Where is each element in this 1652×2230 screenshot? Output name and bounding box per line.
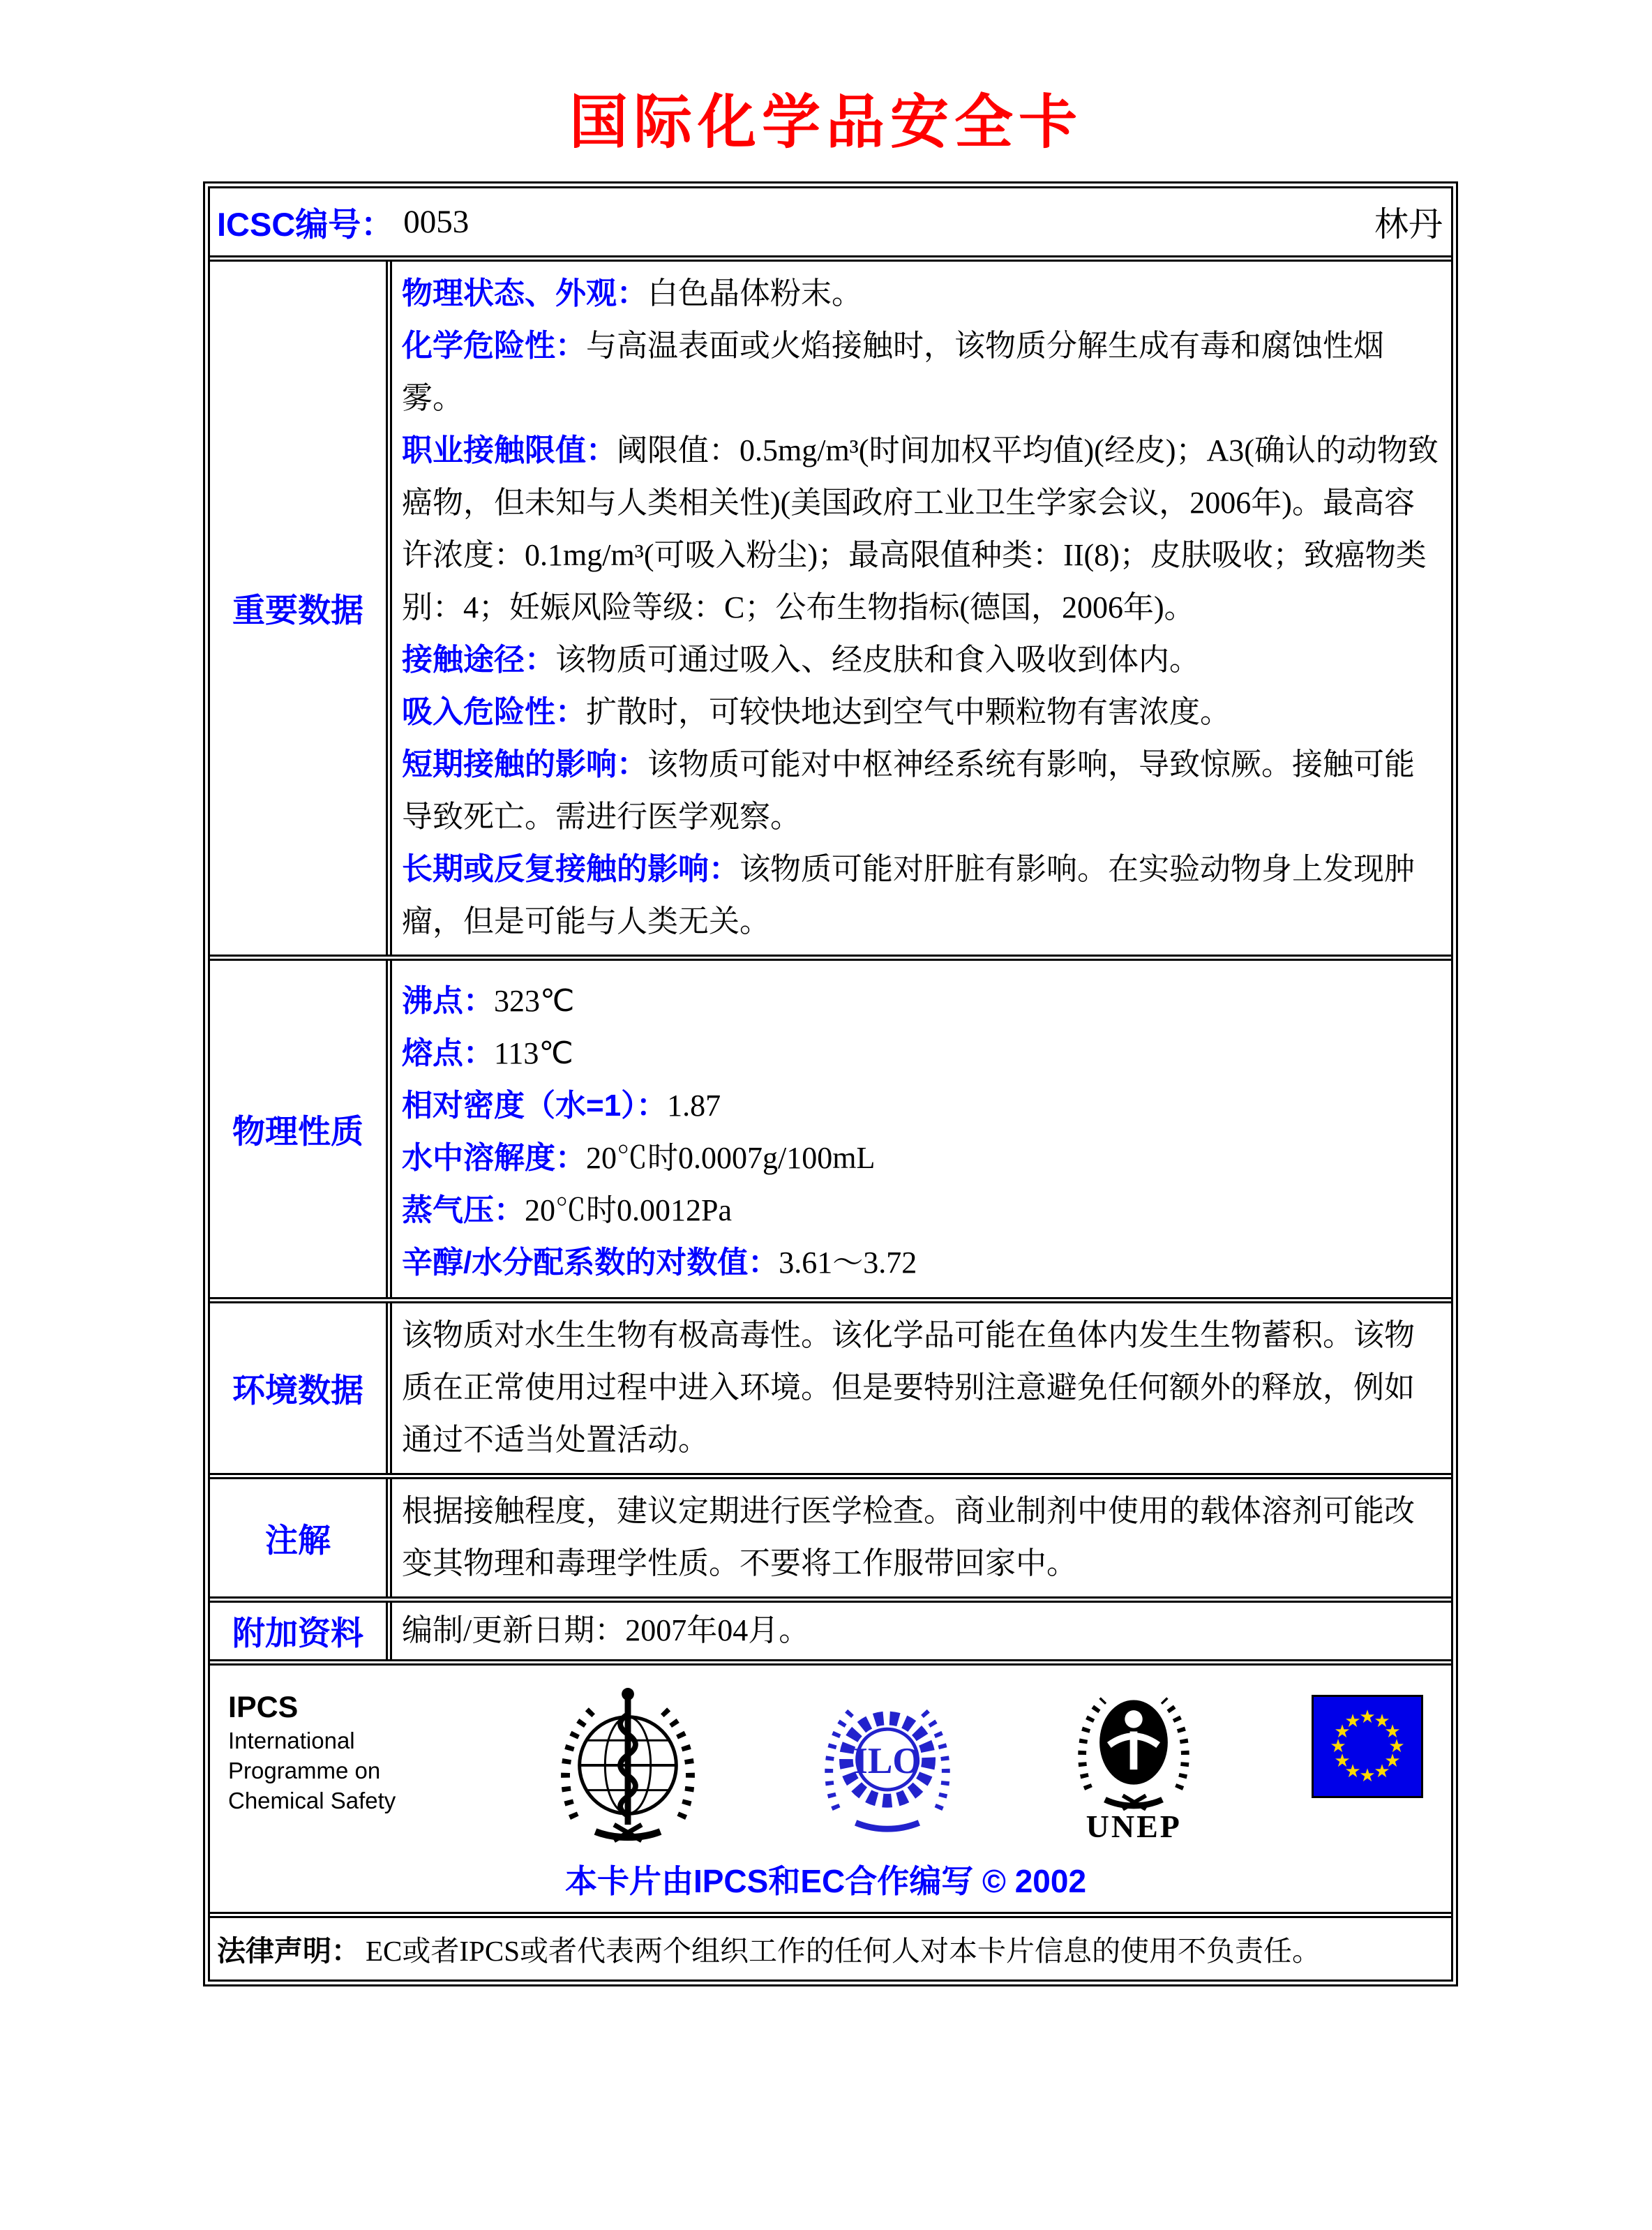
field-label: 短期接触的影响： xyxy=(402,747,647,782)
field-value: 20℃时0.0012Pa xyxy=(525,1193,732,1228)
field-label: 蒸气压： xyxy=(402,1193,525,1228)
field-label: 化学危险性： xyxy=(402,329,586,364)
logos-strip xyxy=(228,1679,1423,1846)
credit-line xyxy=(228,1860,1423,1902)
unep-logo xyxy=(1074,1679,1194,1843)
credit-text: 本卡片由IPCS和EC合作编写 xyxy=(564,1863,974,1900)
important-item xyxy=(402,634,1440,686)
svg-text:★: ★ xyxy=(1374,1711,1390,1733)
svg-text:★: ★ xyxy=(1330,1736,1346,1758)
field-label: 吸入危险性： xyxy=(402,695,586,730)
who-logo xyxy=(555,1679,700,1846)
physical-properties-content xyxy=(392,961,1451,1297)
additional-info-text: 编制/更新日期：2007年04月。 xyxy=(402,1613,810,1648)
svg-text:★: ★ xyxy=(1384,1721,1401,1743)
field-label: 长期或反复接触的影响： xyxy=(402,852,739,887)
logos-row xyxy=(210,1659,1451,1912)
svg-text:★: ★ xyxy=(1344,1711,1361,1733)
ilo-letters: ILO xyxy=(853,1740,922,1782)
physical-item xyxy=(402,1132,1440,1184)
eu-flag-icon xyxy=(1312,1695,1423,1798)
page-title: 国际化学品安全卡 xyxy=(569,89,1083,155)
field-value: 该物质可通过吸入、经皮肤和食入吸收到体内。 xyxy=(555,643,1200,678)
notes-section-label: 注解 xyxy=(210,1479,392,1596)
environmental-data-row xyxy=(210,1297,1451,1473)
important-item xyxy=(402,320,1440,424)
field-value: 扩散时，可较快地达到空气中颗粒物有害浓度。 xyxy=(586,695,1231,730)
field-value: 1.87 xyxy=(667,1088,721,1123)
physical-item xyxy=(402,1027,1440,1079)
svg-text:★: ★ xyxy=(1388,1736,1405,1758)
notes-content xyxy=(392,1479,1451,1596)
icsc-number-label: ICSC编号： xyxy=(217,205,394,243)
field-value: 323℃ xyxy=(494,984,575,1019)
field-label: 辛醇/水分配系数的对数值： xyxy=(402,1245,779,1280)
legal-paragraph xyxy=(217,1928,1321,1969)
field-value: 该物质可能对中枢神经系统有影响，导致惊厥。接触可能导致死亡。需进行医学观察。 xyxy=(402,747,1415,835)
svg-text:★: ★ xyxy=(1334,1751,1351,1772)
legal-label: 法律声明： xyxy=(217,1934,360,1967)
important-item xyxy=(402,686,1440,738)
field-label: 职业接触限值： xyxy=(402,433,617,468)
copyright-text: © 2002 xyxy=(982,1863,1087,1900)
important-item xyxy=(402,424,1440,634)
notes-row xyxy=(210,1473,1451,1596)
field-value: 与高温表面或火焰接触时，该物质分解生成有毒和腐蚀性烟雾。 xyxy=(402,329,1384,416)
important-data-section-label: 重要数据 xyxy=(210,262,392,955)
environmental-data-section-label: 环境数据 xyxy=(210,1303,392,1473)
environmental-data-text: 该物质对水生生物有极高毒性。该化学品可能在鱼体内发生生物蓄积。该物质在正常使用过程中进入环境。但是要特别注意避免任何额外的释放，例如通过不适当处置活动。 xyxy=(402,1318,1415,1458)
ipcs-line: International xyxy=(228,1728,355,1754)
who-emblem-icon xyxy=(555,1681,700,1843)
physical-item xyxy=(402,975,1440,1027)
unep-label: UNEP xyxy=(1086,1809,1182,1845)
svg-text:★: ★ xyxy=(1359,1765,1376,1787)
field-value: 20℃时0.0007g/100mL xyxy=(586,1141,876,1176)
field-value: 该物质可能对肝脏有影响。在实验动物身上发现肿瘤，但是可能与人类无关。 xyxy=(402,852,1415,939)
ilo-emblem-icon xyxy=(818,1691,956,1839)
field-value: 阈限值：0.5mg/m³(时间加权平均值)(经皮)；A3(确认的动物致癌物，但未知与人类相关性)(美国政府工业卫生学家会议，2006年)。最高容许浓度：0.1mg/m³(可吸入粉尘)；最高限值种类：II(8)；皮肤吸收；致癌物类别：4；妊娠风险等级：C；公布生物指标(德国，2006年)。 xyxy=(402,433,1439,625)
field-value: 白色晶体粉末。 xyxy=(647,276,862,311)
important-item xyxy=(402,267,1440,320)
field-label: 沸点： xyxy=(402,984,494,1019)
field-label: 熔点： xyxy=(402,1036,494,1071)
additional-info-row xyxy=(210,1596,1451,1659)
ipcs-text-block xyxy=(228,1679,437,1816)
chemical-name: 林丹 xyxy=(1374,205,1443,244)
ipcs-acronym: IPCS xyxy=(228,1691,299,1725)
environmental-data-content xyxy=(392,1303,1451,1473)
field-value: 3.61～3.72 xyxy=(779,1245,917,1280)
svg-text:★: ★ xyxy=(1359,1707,1376,1728)
icsc-number-value: 0053 xyxy=(403,204,470,241)
legal-text: EC或者IPCS或者代表两个组织工作的任何人对本卡片信息的使用不负责任。 xyxy=(366,1934,1321,1967)
field-label: 物理状态、外观： xyxy=(402,276,647,311)
physical-item xyxy=(402,1079,1440,1132)
important-data-row xyxy=(210,255,1451,955)
icsc-card-table xyxy=(203,181,1458,1986)
field-label: 相对密度（水=1）： xyxy=(402,1088,668,1123)
important-item xyxy=(402,738,1440,843)
ipcs-line: Programme on xyxy=(228,1758,381,1784)
svg-text:★: ★ xyxy=(1344,1761,1361,1783)
eu-flag xyxy=(1312,1679,1423,1802)
field-label: 水中溶解度： xyxy=(402,1141,586,1176)
svg-text:★: ★ xyxy=(1334,1721,1351,1743)
icsc-number-group xyxy=(217,199,469,246)
field-label: 接触途径： xyxy=(402,643,555,678)
important-item xyxy=(402,843,1440,948)
svg-text:★: ★ xyxy=(1374,1761,1390,1783)
additional-info-section-label: 附加资料 xyxy=(210,1603,392,1659)
svg-text:★: ★ xyxy=(1384,1751,1401,1772)
additional-info-content xyxy=(392,1603,1451,1659)
field-value: 113℃ xyxy=(494,1036,573,1071)
unep-emblem-icon xyxy=(1074,1679,1194,1811)
legal-row xyxy=(210,1912,1451,1980)
physical-properties-section-label: 物理性质 xyxy=(210,961,392,1297)
physical-item xyxy=(402,1236,1440,1289)
important-data-content xyxy=(392,262,1451,955)
notes-text: 根据接触程度，建议定期进行医学检查。商业制剂中使用的载体溶剂可能改变其物理和毒理学性质。不要将工作服带回家中。 xyxy=(402,1494,1415,1581)
physical-properties-row xyxy=(210,955,1451,1297)
ipcs-line: Chemical Safety xyxy=(228,1788,396,1814)
ilo-logo xyxy=(818,1679,956,1842)
physical-item xyxy=(402,1184,1440,1236)
card-header-row xyxy=(210,188,1451,255)
